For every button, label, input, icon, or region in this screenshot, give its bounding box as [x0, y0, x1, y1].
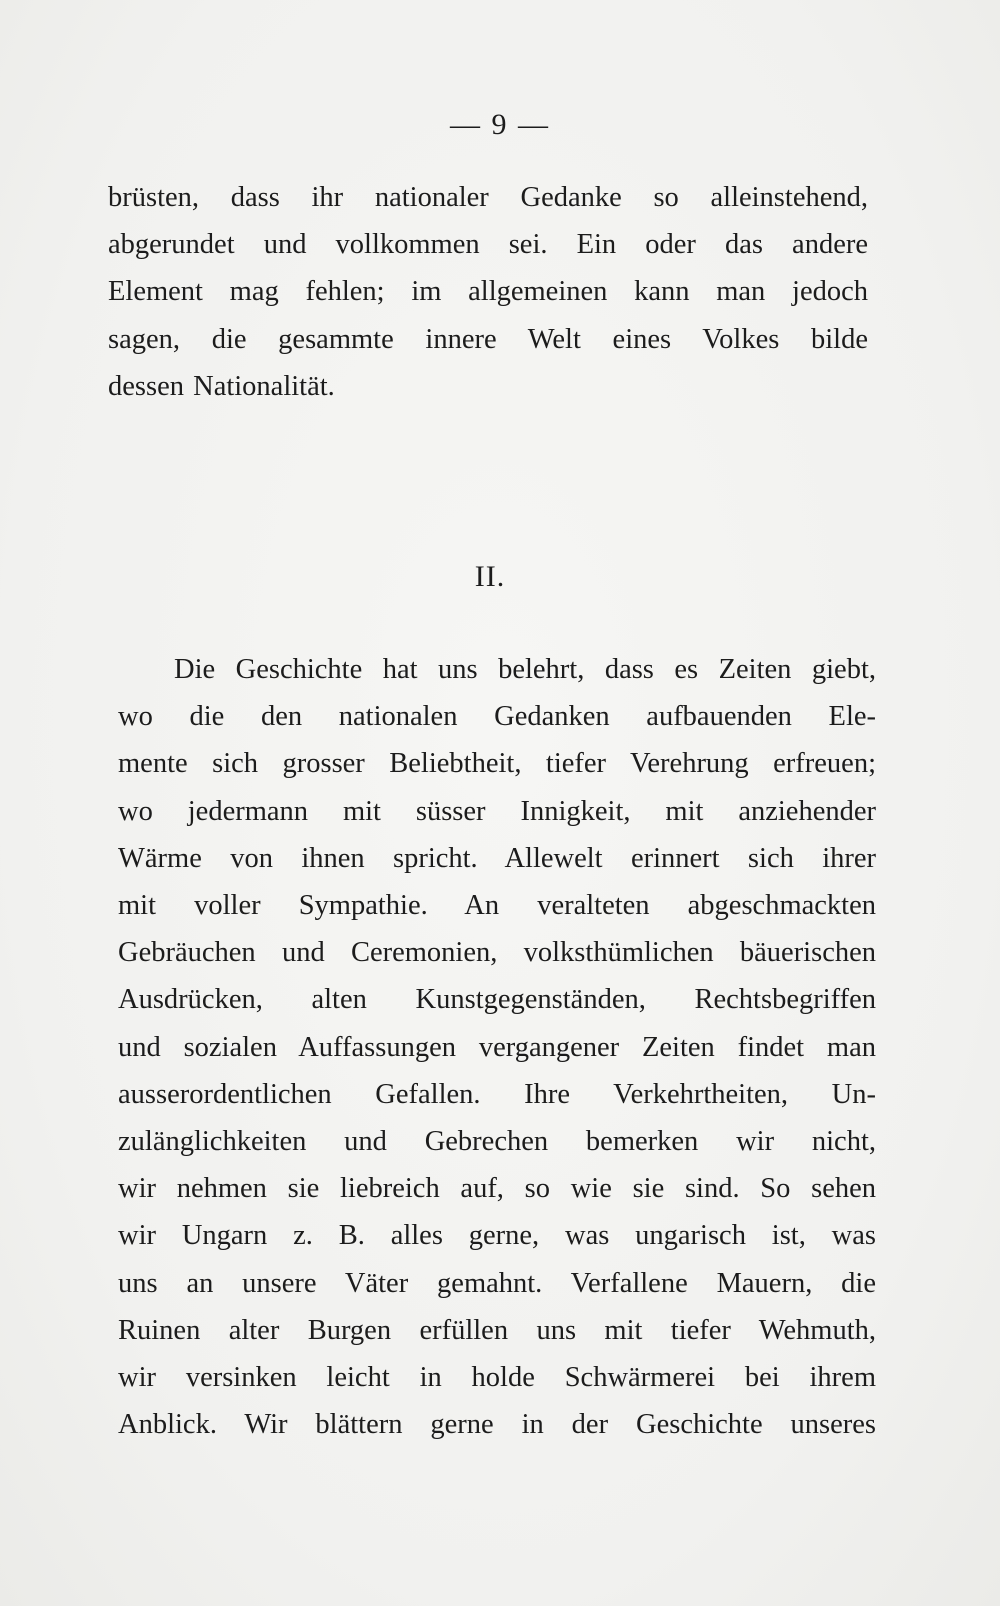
paragraph-continuation [108, 174, 868, 410]
section-heading: II. [474, 560, 506, 593]
text-line: wo jedermann mit süsser Innigkeit, mit anziehender [118, 795, 876, 827]
text-line: wir Ungarn z. B. alles gerne, was ungarisch ist, was [118, 1220, 876, 1252]
text-line: Wärme von ihnen spricht. Allewelt erinnert sich ihrer [118, 842, 876, 874]
text-line: brüsten, dass ihr nationaler Gedanke so alleinstehend, [108, 182, 868, 213]
text-line: Ruinen alter Burgen erfüllen uns mit tiefer Wehmuth, [118, 1314, 876, 1346]
page-number: — 9 — [450, 108, 550, 141]
text-line: mente sich grosser Beliebtheit, tiefer Verehrung erfreuen; [118, 748, 876, 780]
text-line: zulänglichkeiten und Gebrechen bemerken wir nicht, [118, 1126, 876, 1158]
text-line: Element mag fehlen; im allgemeinen kann man jedoch [108, 276, 868, 308]
text-line: abgerundet und vollkommen sei. Ein oder das andere [108, 229, 868, 261]
text-line: dessen Nationalität. [108, 370, 335, 402]
text-line: ausserordentlichen Gefallen. Ihre Verkehrtheiten, Un- [118, 1078, 876, 1110]
text-line: wir nehmen sie liebreich auf, so wie sie sind. So sehen [118, 1173, 876, 1205]
paragraph-body [118, 646, 876, 1448]
text-line: Die Geschichte hat uns belehrt, dass es Zeiten giebt, [174, 654, 876, 685]
text-line: wir versinken leicht in holde Schwärmerei bei ihrem [118, 1362, 876, 1394]
text-line: Anblick. Wir blättern gerne in der Geschichte unseres [118, 1409, 876, 1441]
text-line: sagen, die gesammte innere Welt eines Volkes bilde [108, 323, 868, 355]
text-line: und sozialen Auffassungen vergangener Zeiten findet man [118, 1031, 876, 1063]
text-line: Gebräuchen und Ceremonien, volksthümlichen bäuerischen [118, 937, 876, 969]
text-line: mit voller Sympathie. An veralteten abgeschmackten [118, 890, 876, 922]
text-line: Ausdrücken, alten Kunstgegenständen, Rechtsbegriffen [118, 984, 876, 1016]
text-line: wo die den nationalen Gedanken aufbauenden Ele- [118, 701, 876, 733]
text-line: uns an unsere Väter gemahnt. Verfallene Mauern, die [118, 1267, 876, 1299]
